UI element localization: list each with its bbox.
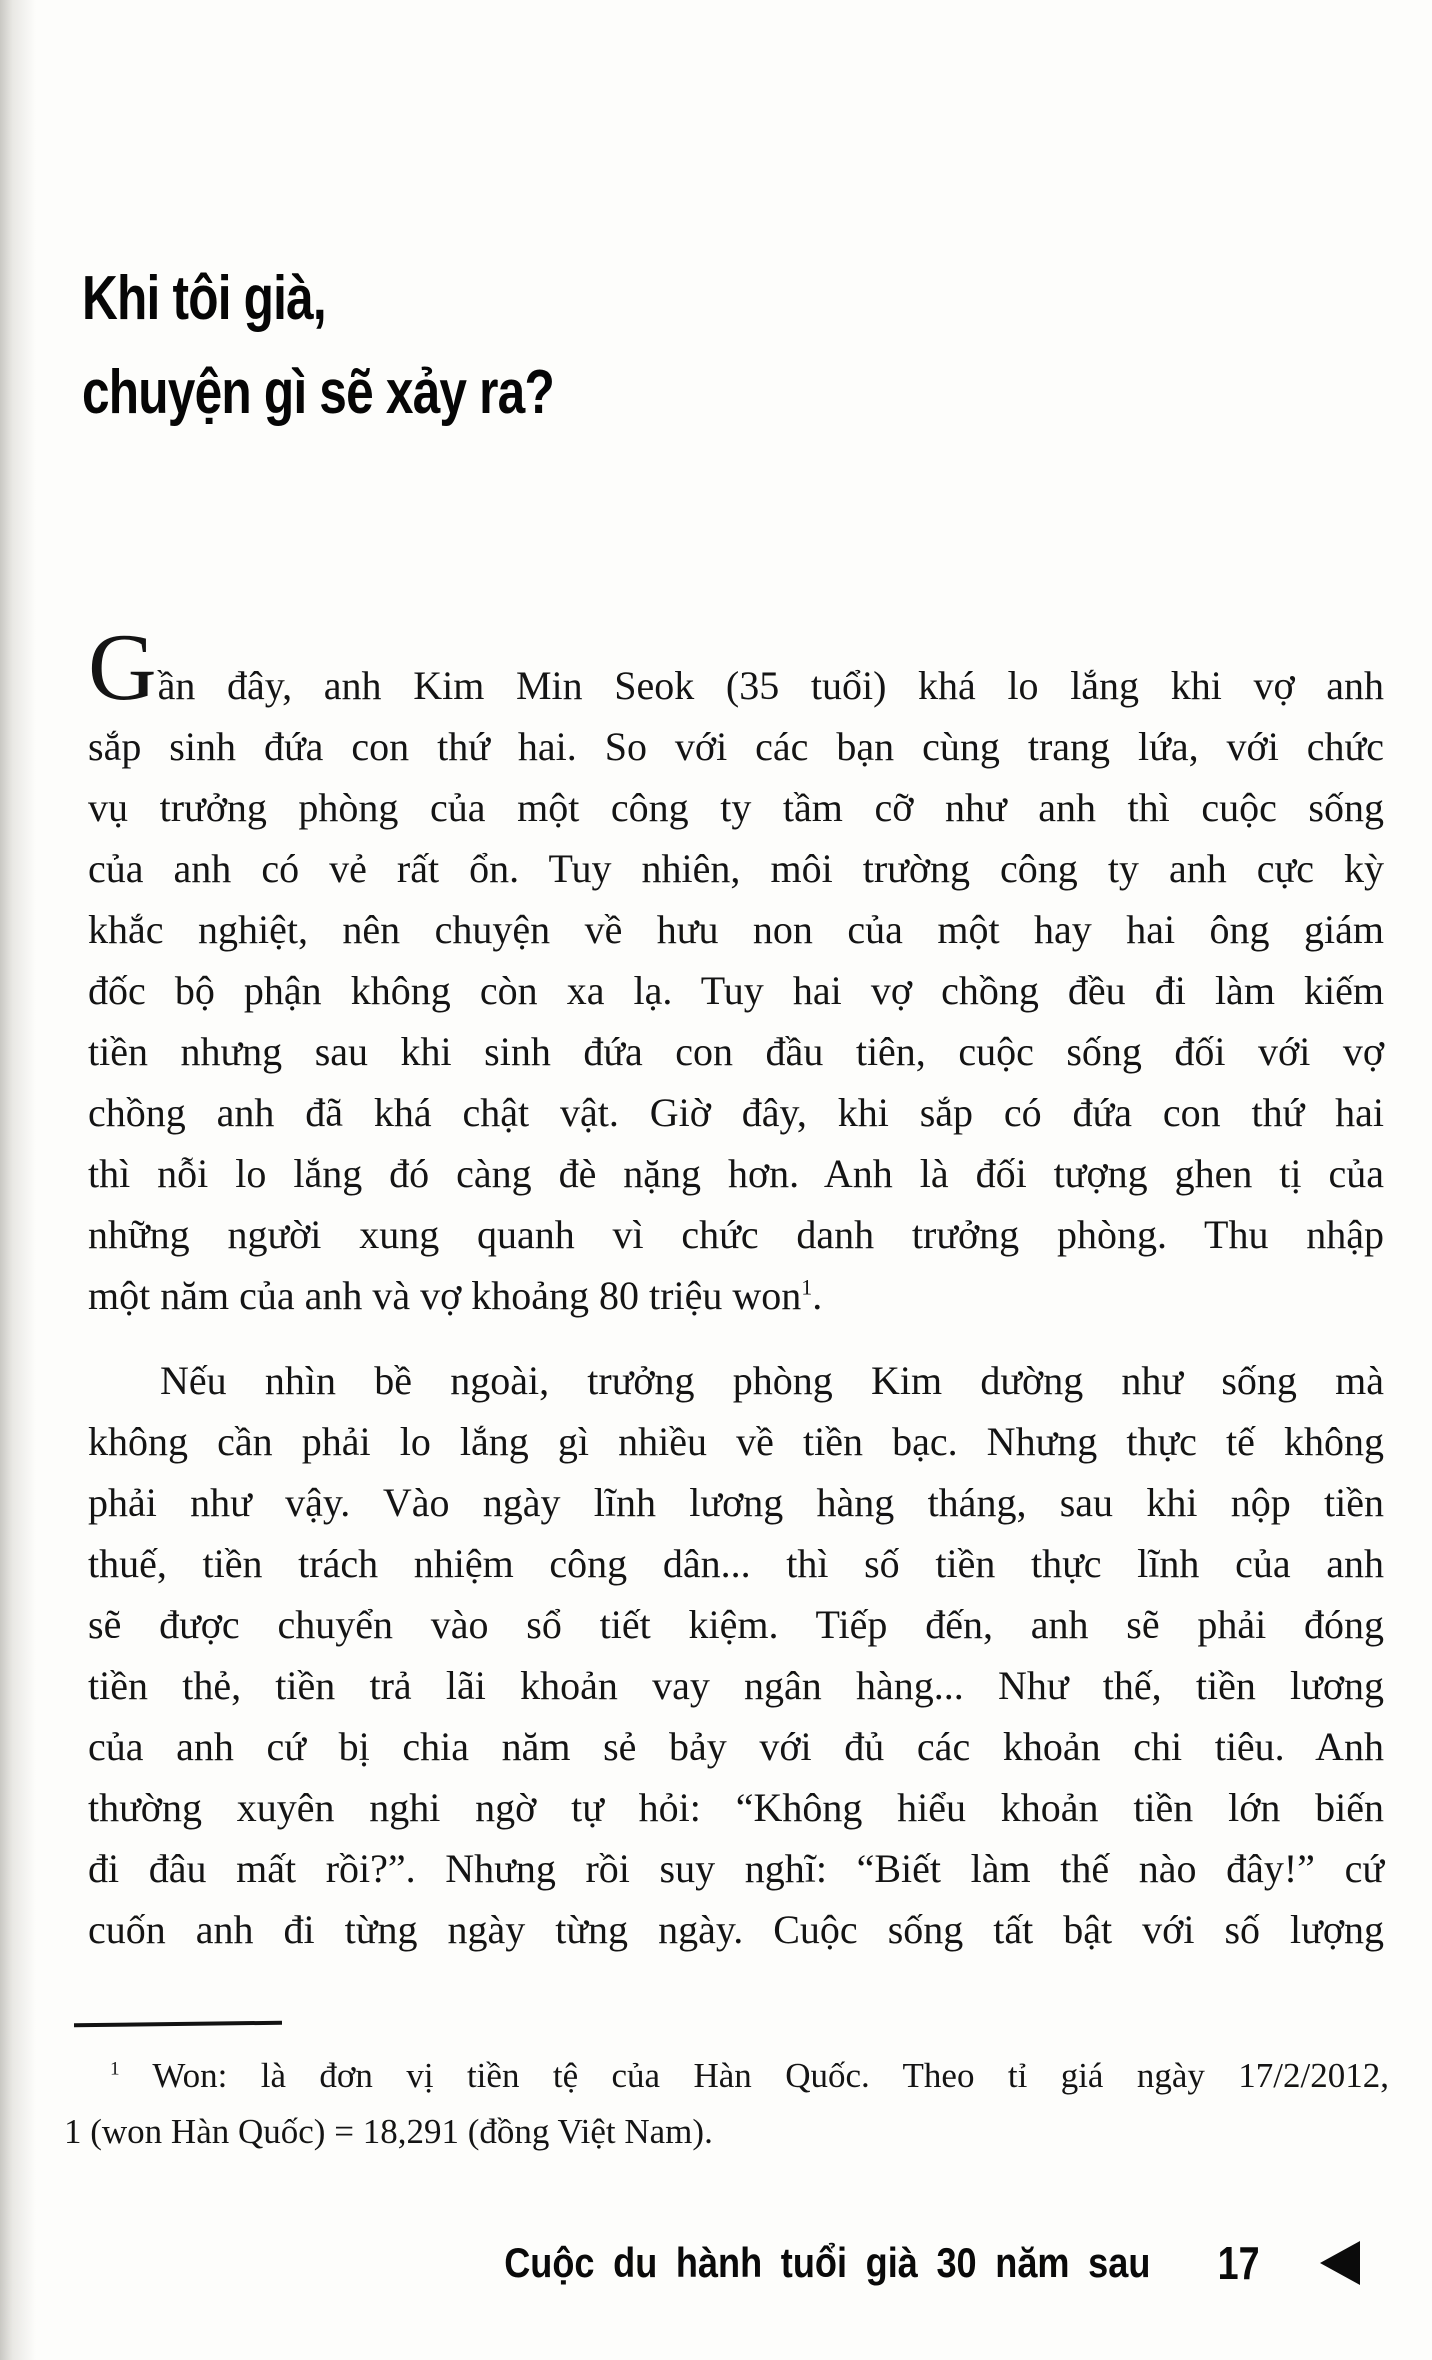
text-line	[88, 1899, 1384, 1960]
text-line	[88, 1716, 1384, 1777]
footnote-ref: 1	[110, 2058, 120, 2080]
text-line	[88, 1204, 1384, 1265]
chapter-title-line-1: Khi tôi già,	[82, 264, 326, 333]
paragraph	[88, 614, 1384, 1326]
text-segment: đốc bộ phận không còn xa lạ. Tuy hai vợ chồng đều đi làm kiếm	[88, 968, 1384, 1013]
text-line	[88, 1838, 1384, 1899]
text-segment: vụ trưởng phòng của một công ty tầm cỡ như anh thì cuộc sống	[88, 785, 1384, 830]
chapter-title	[82, 252, 672, 440]
text-line	[88, 1655, 1384, 1716]
running-title: Cuộc du hành tuổi già 30 năm sau	[504, 2239, 1151, 2286]
text-segment: không cần phải lo lắng gì nhiều về tiền bạc. Nhưng thực tế không	[88, 1419, 1384, 1464]
text-segment: thì nỗi lo lắng đó càng đè nặng hơn. Anh là đối tượng ghen tị của	[88, 1151, 1384, 1196]
paragraph	[88, 1350, 1384, 1960]
text-line	[88, 777, 1384, 838]
page-edge-shadow	[0, 0, 36, 2360]
footnote-separator	[74, 2021, 282, 2028]
chapter-title-line-2: chuyện gì sẽ xảy ra?	[82, 358, 554, 427]
text-segment: thuế, tiền trách nhiệm công dân... thì số tiền thực lĩnh của anh	[88, 1541, 1384, 1586]
text-line	[88, 1143, 1384, 1204]
text-segment: .	[812, 1273, 823, 1318]
text-segment: sẽ được chuyển vào sổ tiết kiệm. Tiếp đến, anh sẽ phải đóng	[88, 1602, 1384, 1647]
text-segment: Won: là đơn vị tiền tệ của Hàn Quốc. Theo tỉ giá ngày 17/2/2012,	[119, 2056, 1389, 2095]
footnote-text	[64, 2048, 1389, 2160]
footnote-ref: 1	[801, 1274, 813, 1300]
left-triangle-icon	[1318, 2239, 1360, 2287]
text-segment: chồng anh đã khá chật vật. Giờ đây, khi sắp có đứa con thứ hai	[88, 1090, 1384, 1135]
text-segment: 1 (won Hàn Quốc) = 18,291 (đồng Việt Nam).	[64, 2112, 713, 2151]
text-segment: của anh cứ bị chia năm sẻ bảy với đủ các khoản chi tiêu. Anh	[88, 1724, 1384, 1769]
text-segment: một năm của anh và vợ khoảng 80 triệu won	[88, 1273, 802, 1318]
page-number: 17	[1217, 2237, 1260, 2289]
text-segment: phải như vậy. Vào ngày lĩnh lương hàng tháng, sau khi nộp tiền	[88, 1480, 1384, 1525]
text-line	[64, 2104, 1389, 2160]
text-line	[88, 716, 1384, 777]
text-segment: Nếu nhìn bề ngoài, trưởng phòng Kim dường như sống mà	[160, 1358, 1384, 1403]
text-line	[88, 1082, 1384, 1143]
text-line	[88, 1777, 1384, 1838]
text-line	[88, 1411, 1384, 1472]
text-line	[88, 1472, 1384, 1533]
text-line	[88, 899, 1384, 960]
text-line	[88, 960, 1384, 1021]
page-footer	[0, 2236, 1432, 2290]
text-line	[88, 1533, 1384, 1594]
text-segment: những người xung quanh vì chức danh trưởng phòng. Thu nhập	[88, 1212, 1384, 1257]
text-line	[88, 838, 1384, 899]
text-segment: đi đâu mất rồi?”. Nhưng rồi suy nghĩ: “Biết làm thế nào đây!” cứ	[88, 1846, 1384, 1891]
text-line	[88, 1594, 1384, 1655]
footnote	[64, 2022, 1389, 2160]
text-segment: cuốn anh đi từng ngày từng ngày. Cuộc sống tất bật với số lượng	[88, 1907, 1384, 1952]
text-segment: tiền nhưng sau khi sinh đứa con đầu tiên, cuộc sống đối với vợ	[88, 1029, 1384, 1074]
text-line	[88, 1350, 1384, 1411]
body-text	[88, 614, 1384, 1960]
text-segment: khắc nghiệt, nên chuyện về hưu non của một hay hai ông giám	[88, 907, 1384, 952]
initial-cap: G	[88, 614, 158, 720]
text-segment: tiền thẻ, tiền trả lãi khoản vay ngân hàng... Như thế, tiền lương	[88, 1663, 1384, 1708]
text-line	[88, 1265, 1384, 1326]
text-line	[64, 2048, 1389, 2104]
text-line	[88, 614, 1384, 720]
text-line	[88, 1021, 1384, 1082]
text-segment: sắp sinh đứa con thứ hai. So với các bạn cùng trang lứa, với chức	[88, 724, 1384, 769]
text-segment: của anh có vẻ rất ổn. Tuy nhiên, môi trường công ty anh cực kỳ	[88, 846, 1384, 891]
text-segment: thường xuyên nghi ngờ tự hỏi: “Không hiểu khoản tiền lớn biến	[88, 1785, 1384, 1830]
text-segment: ần đây, anh Kim Min Seok (35 tuổi) khá lo lắng khi vợ anh	[157, 663, 1384, 708]
